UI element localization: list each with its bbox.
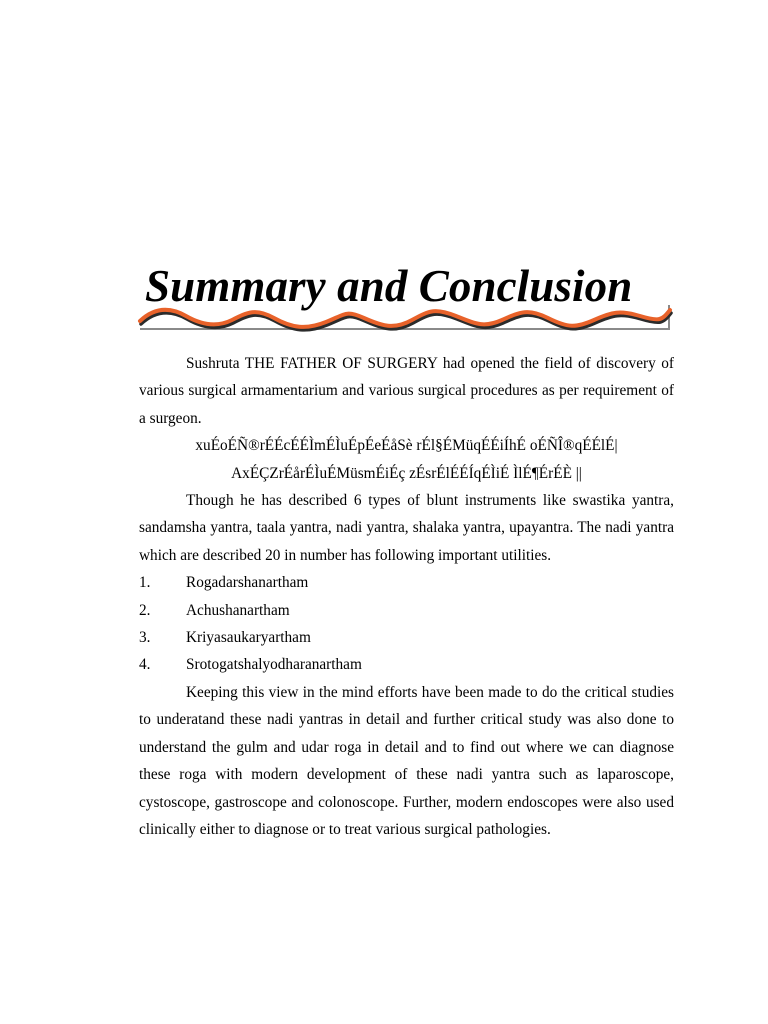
list-item (139, 597, 674, 624)
document-body (139, 350, 674, 843)
list-item-number: 2. (139, 601, 151, 619)
list-item-text: Kriyasaukaryartham (186, 629, 311, 647)
sanskrit-verse-line-1: xuÉoÉÑ®rÉÉcÉÉÌmÉÌuÉpÉeÉåSè rÉl§ÉMüqÉÉiÍhÉ oÉÑÎ®qÉÉlÉ| (195, 437, 618, 455)
list-item (139, 569, 674, 596)
list-item-text: Srotogatshalyodharanartham (186, 656, 362, 674)
list-item (139, 624, 674, 651)
sanskrit-verse-line-2: AxÉÇZrÉårÉÌuÉMüsmÉiÉç zÉsrÉlÉÉÍqÉÌiÉ ÌlÉ¶ÉrÉÈ || (231, 464, 582, 482)
conclusion-paragraph: Keeping this view in the mind efforts have been made to do the critical studies to underatand these nadi yantras in detail and further critical study was also done to understand the gulm and udar roga in detail and to find out where we can diagnose these roga with modern development of these nadi yantra such as laparoscope, cystoscope, gastroscope and colonoscope. Further, modern endoscopes were also used clinically either to diagnose or to treat various surgical pathologies. (139, 683, 674, 838)
list-item-text: Rogadarshanartham (186, 574, 309, 592)
intro-paragraph: Sushruta THE FATHER OF SURGERY had opened the field of discovery of various surgical armamentarium and various surgical procedures as per requirement of a surgeon. (139, 355, 674, 427)
list-item-number: 4. (139, 656, 151, 674)
list-item (139, 651, 674, 678)
list-item-text: Achushanartham (186, 601, 290, 619)
list-item-number: 1. (139, 574, 151, 592)
utilities-list (139, 569, 674, 679)
decorative-wave-underline (136, 296, 676, 336)
instruments-paragraph: Though he has described 6 types of blunt instruments like swastika yantra, sandamsha yantra, taala yantra, nadi yantra, shalaka yantra, upayantra. The nadi yantra which are described 20 in number has following important utilities. (139, 492, 674, 564)
page-title: Summary and Conclusion (145, 261, 633, 311)
list-item-number: 3. (139, 629, 151, 647)
